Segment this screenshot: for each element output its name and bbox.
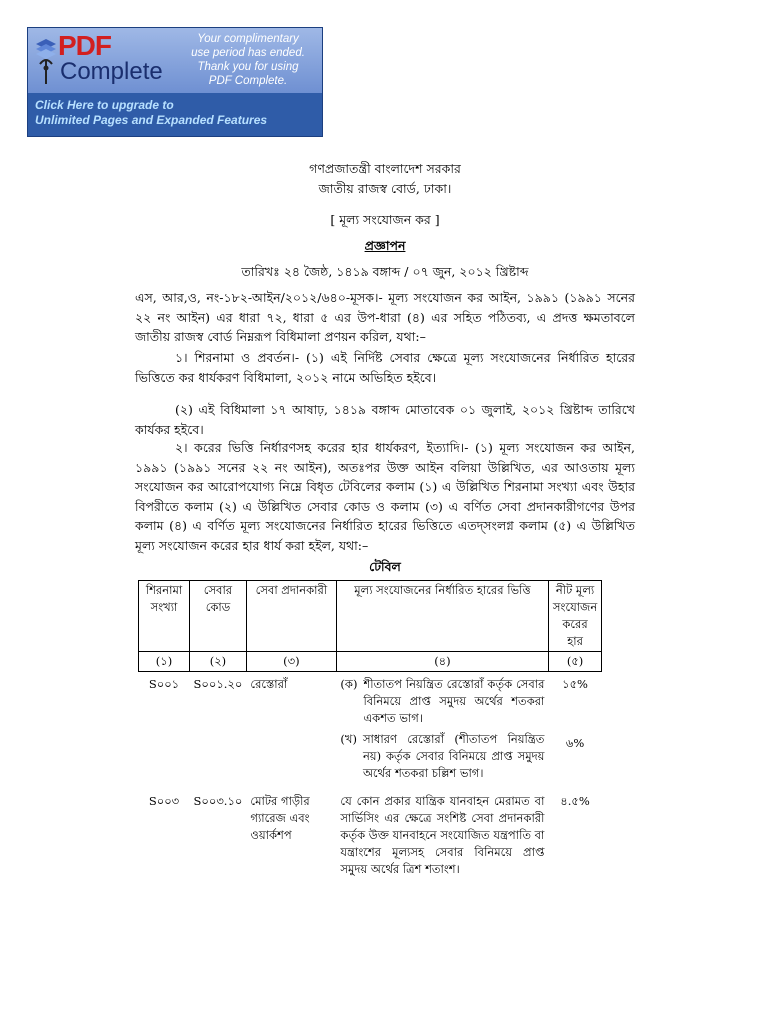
message-line: PDF Complete. [208, 75, 288, 87]
upgrade-link-line[interactable]: Unlimited Pages and Expanded Features [35, 113, 268, 127]
upgrade-link[interactable] [35, 98, 320, 128]
provider-cell: রেস্তোরাঁ [250, 677, 288, 691]
upgrade-link-line[interactable]: Click Here to upgrade to [35, 98, 174, 112]
sro-paragraph: এস, আর,ও, নং-১৮২-আইন/২০১২/৬৪০-মূসক।- মূল্য সংযোজন কর আইন, ১৯৯১ (১৯৯১ সনের ২২ নং আইন) এর ধারা ৭২, ধারা ৫ এর উপ-ধারা (৪) এর সহিত পঠিতব্য, এ প্রদত্ত ক্ষমতাবলে জাতীয় রাজস্ব বোর্ড নিম্নরূপ বিধিমালা প্রণয়ন করিল, যথা:– [135, 290, 635, 344]
document-stack-icon [34, 38, 58, 88]
header-service-code: সেবার কোড [190, 581, 247, 652]
message-line: use period has ended. [191, 47, 305, 59]
item-text: সাধারণ রেস্তোরাঁ (শীতাতপ নিয়ন্ত্রিত নয়) কর্তৃক সেবার বিনিময়ে প্রাপ্ত সমুদয় অর্থের শতকরা চল্লিশ ভাগ। [362, 732, 545, 780]
heading-no-cell: S০০৩ [148, 794, 180, 808]
government-name: গণপ্রজাতন্ত্রী বাংলাদেশ সরকার [309, 161, 461, 176]
section-1-paragraph: ১। শিরনামা ও প্রবর্তন।- (১) এই নির্দিষ্ট সেবার ক্ষেত্রে মূল্য সংযোজনের নির্ধারিত হারের ভিত্তিতে কর ধার্যকরণ বিধিমালা, ২০১২ নামে অভিহিত হইবে। [135, 350, 635, 385]
trial-ended-message [178, 32, 318, 88]
table-header-row [139, 581, 602, 652]
rate-cell [548, 672, 601, 788]
rate-table [138, 580, 602, 879]
column-number-row [139, 652, 602, 672]
column-number: (১) [139, 652, 190, 672]
table-row [139, 787, 602, 879]
section-1-2-paragraph: (২) এই বিধিমালা ১৭ আষাঢ়, ১৪১৯ বঙ্গাব্দ মোতাবেক ০১ জুলাই, ২০১২ খ্রিষ্টাব্দ তারিখে কার্যকর হইবে। [135, 402, 635, 437]
board-name: জাতীয় রাজস্ব বোর্ড, ঢাকা। [318, 181, 452, 196]
rate-cell [548, 787, 601, 879]
logo-complete-text: Complete [60, 58, 163, 85]
item-mark: (খ) [340, 732, 357, 746]
basis-item: যে কোন প্রকার যান্ত্রিক যানবাহন মেরামত বা সার্ভিসিং এর ক্ষেত্রে সংশিষ্ট সেবা প্রদানকারী কর্তৃক উক্ত যানবাহনে সংযোজিত যন্ত্রপাতি বা যন্ত্রাংশের মূল্যসহ সেবার বিনিময়ে প্রাপ্ত সমুদয় অর্থের ত্রিশ শতাংশ। [340, 794, 545, 876]
heading-no-cell: S০০১ [148, 677, 180, 691]
basis-cell [336, 672, 548, 788]
provider-cell: মোটর গাড়ীর গ্যারেজ এবং ওয়ার্কশপ [250, 794, 310, 842]
rate-value: ১৫% [562, 677, 588, 691]
column-number: (২) [190, 652, 247, 672]
service-code-cell: S০০৩.১০ [193, 794, 243, 808]
column-number: (৫) [548, 652, 601, 672]
table-row [139, 672, 602, 788]
header-basis: মূল্য সংযোজনের নির্ধারিত হারের ভিত্তি [336, 581, 548, 652]
date-line: তারিখঃ ২৪ জৈষ্ঠ, ১৪১৯ বঙ্গাব্দ / ০৭ জুন, ২০১২ খ্রিষ্টাব্দ [241, 264, 529, 279]
column-number: (৩) [246, 652, 336, 672]
basis-item [340, 731, 544, 782]
item-mark: (ক) [340, 677, 358, 691]
item-text: শীতাতপ নিয়ন্ত্রিত রেস্তোরাঁ কর্তৃক সেবার বিনিময়ে প্রাপ্ত সমুদয় অর্থের শতকরা একশত ভাগ। [363, 677, 545, 725]
basis-cell [336, 787, 548, 879]
banner-header [28, 28, 322, 93]
column-number: (৪) [336, 652, 548, 672]
table-title: টেবিল [369, 559, 401, 574]
upgrade-banner[interactable] [27, 27, 323, 137]
message-line: Thank you for using [197, 61, 299, 73]
header-provider: সেবা প্রদানকারী [246, 581, 336, 652]
basis-item [340, 676, 544, 727]
notice-title: প্রজ্ঞাপন [364, 238, 406, 253]
logo-pdf-text: PDF [58, 30, 111, 61]
message-line: Your complimentary [197, 33, 299, 45]
rate-value: ৬% [565, 736, 585, 750]
header-rate: নীট মূল্য সংযোজন করের হার [548, 581, 601, 652]
header-heading-no: শিরনামা সংখ্যা [139, 581, 190, 652]
pdf-complete-logo [34, 32, 174, 90]
service-code-cell: S০০১.২০ [193, 677, 243, 691]
rate-value: ৪.৫% [560, 794, 590, 808]
subject-line: [ মূল্য সংযোজন কর ] [330, 212, 440, 227]
section-2-paragraph: ২। করের ভিত্তি নির্ধারণসহ করের হার ধার্যকরণ, ইত্যাদি।- (১) মূল্য সংযোজন কর আইন, ১৯৯১ (১৯৯১ সনের ২২ নং আইন), অতঃপর উক্ত আইন বলিয়া উল্লিখিত, এর আওতায় মূল্য সংযোজন কর আরোপযোগ্য নিম্নে বিধৃত টেবিলের কলাম (১) এ উল্লিখিত শিরনামা সংখ্যা এবং উহার বিপরীতে কলাম (২) এ উল্লিখিত সেবার কোড ও কলাম (৩) এ বর্ণিত সেবা প্রদানকারীগণের উপর কলাম (৪) এ বর্ণিত মূল্য সংযোজনের নির্ধারিত হারের ভিত্তিতে এতদ্‌সংলগ্ন কলাম (৫) এ উল্লিখিত মূল্য সংযোজন করের হার ধার্য করা হইল, যথা:– [135, 440, 635, 553]
